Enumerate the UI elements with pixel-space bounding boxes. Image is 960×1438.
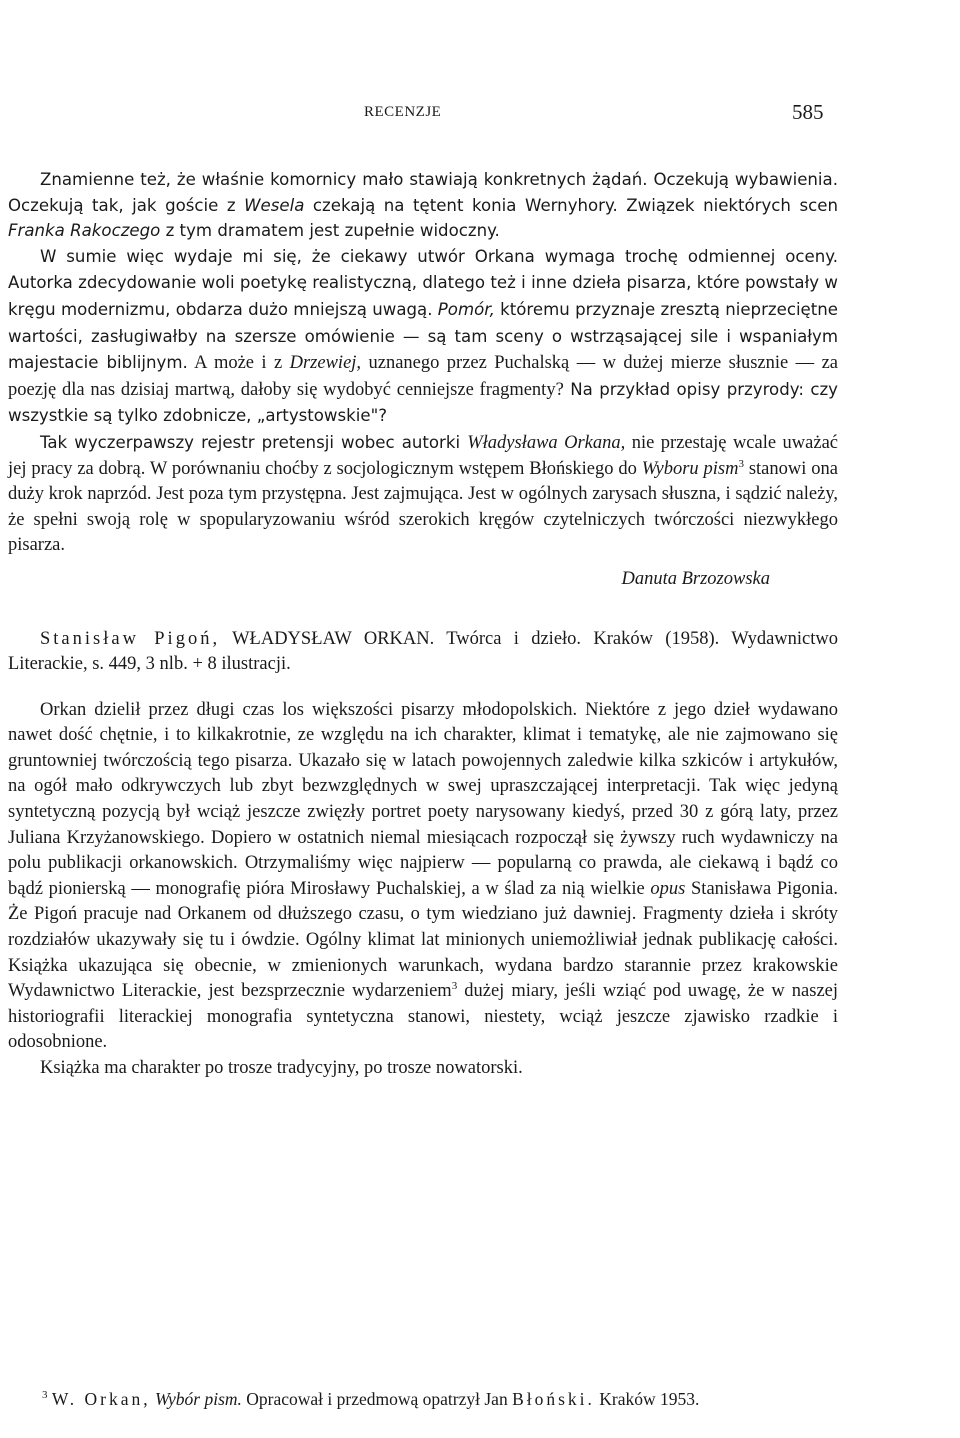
footnote: [8, 1388, 838, 1410]
review1-paragraph-3: Tak wyczerpawszy rejestr pretensji wobec autorki Władysława Orkana, nie przestaję wcale uważać jej pracy za dobrą. W porównaniu choćby z socjologicznym wstępem Błońskiego do Wyboru pism$^3$ stanowi ona duży krok naprzód. Jest poza tym przystępna. Jest zajmująca. Jest w ogólnych zarysach słuszna, i sądzić należy, że spełni swoją rolę w spopularyzowaniu wśród szerokich kręgów czytelniczych twórczości niezwykłego pisarza.: [8, 432, 838, 556]
review-signature: Danuta Brzozowska: [621, 568, 770, 589]
footnote-text: $^3$ W. Orkan, Wybór pism. Opracował i przedmową opatrzył Jan Błoński. Kraków 1953.: [42, 1389, 700, 1409]
review1-paragraph-1: Znamienne też, że właśnie komornicy mało stawiają konkretnych żądań. Oczekują wybawienia. Oczekują tak, jak goście z Wesela czekają na tętent konia Wernyhory. Związek niektórych scen Franka Rakoczego z tym dramatem jest zupełnie widoczny.: [8, 170, 838, 241]
review1-paragraph-2: W sumie więc wydaje mi się, że ciekawy utwór Orkana wymaga trochę odmiennej oceny. Autorka zdecydowanie woli poetykę realistyczną, dlatego też i inne dzieła pisarza, które powstały w kręgu modernizmu, obdarza dużo mniejszą uwagą. Pomór, któremu przyznaje zresztą nieprzeciętne wartości, zasługiwałby na szersze omówienie — są tam sceny o wstrząsającej sile i wspaniałym majestacie biblijnym. A może i z Drzewiej, uznanego przez Puchalską — w dużej mierze słusznie — za poezję dla nas dzisiaj martwą, dałoby się wydobyć cenniejsze fragmenty? Na przykład opisy przyrody: czy wszystkie są tylko zdobnicze, „artystowskie"?: [8, 246, 839, 426]
review2-paragraph-2: Książka ma charakter po trosze tradycyjny, po trosze nowatorski.: [40, 1058, 523, 1078]
page-header: [0, 100, 960, 130]
page-number: 585: [792, 100, 824, 124]
bibliographic-entry: Stanisław Pigoń, WŁADYSŁAW ORKAN. Twórca i dzieło. Kraków (1958). Wydawnictwo Literackie, s. 449, 3 nlb. + 8 ilustracji.: [8, 628, 838, 675]
review2-paragraph-1: Orkan dzielił przez długi czas los większości pisarzy młodopolskich. Niektóre z jego dzieł wydawano nawet dość chętnie, i to kilkakrotnie, ze względu na ich charakter, klimat i tematykę, ale nie zajmowano się gruntowniej twórczością tego pisarza. Ukazało się w latach powojennych zaledwie kilka szkiców i artykułów, na ogół mało odkrywczych lub zbyt bezwzględnych w swej upraszczającej interpretacji. Tak więc jedyną syntetyczną pozycją był wciąż jeszcze zwięzły portret poety narysowany kiedyś, przed 30 z górą laty, przez Juliana Krzyżanowskiego. Dopiero w ostatnich niemal miesiącach rozpoczął się żywszy ruch wydawniczy na polu publikacji orkanowskich. Otrzymaliśmy więc najpierw — popularną co prawda, ale ciekawą i bądź co bądź pionierską — monografię pióra Mirosławy Puchalskiej, a w ślad za nią wielkie opus Stanisława Pigonia. Że Pigoń pracuje nad Orkanem od dłuższego czasu, o tym wiedziano już dawniej. Fragmenty dzieła i skróty rozdziałów ukazywały się tu i ówdzie. Ogólny klimat lat minionych uniemożliwiał jednak publikację całości. Książka ukazująca się obecnie, w zmienionych warunkach, wydana bardzo starannie przez krakowskie Wydawnictwo Literackie, jest bezsprzecznie wydarzeniem$^3$ dużej miary, jeśli wziąć pod uwagę, że w naszej historiografii literackiej monografia syntetyczna stanowi, niestety, wciąż jeszcze zjawisko rzadkie i odosobnione.: [8, 699, 839, 1053]
page-body: [8, 167, 838, 1082]
running-head: RECENZJE: [364, 104, 442, 120]
